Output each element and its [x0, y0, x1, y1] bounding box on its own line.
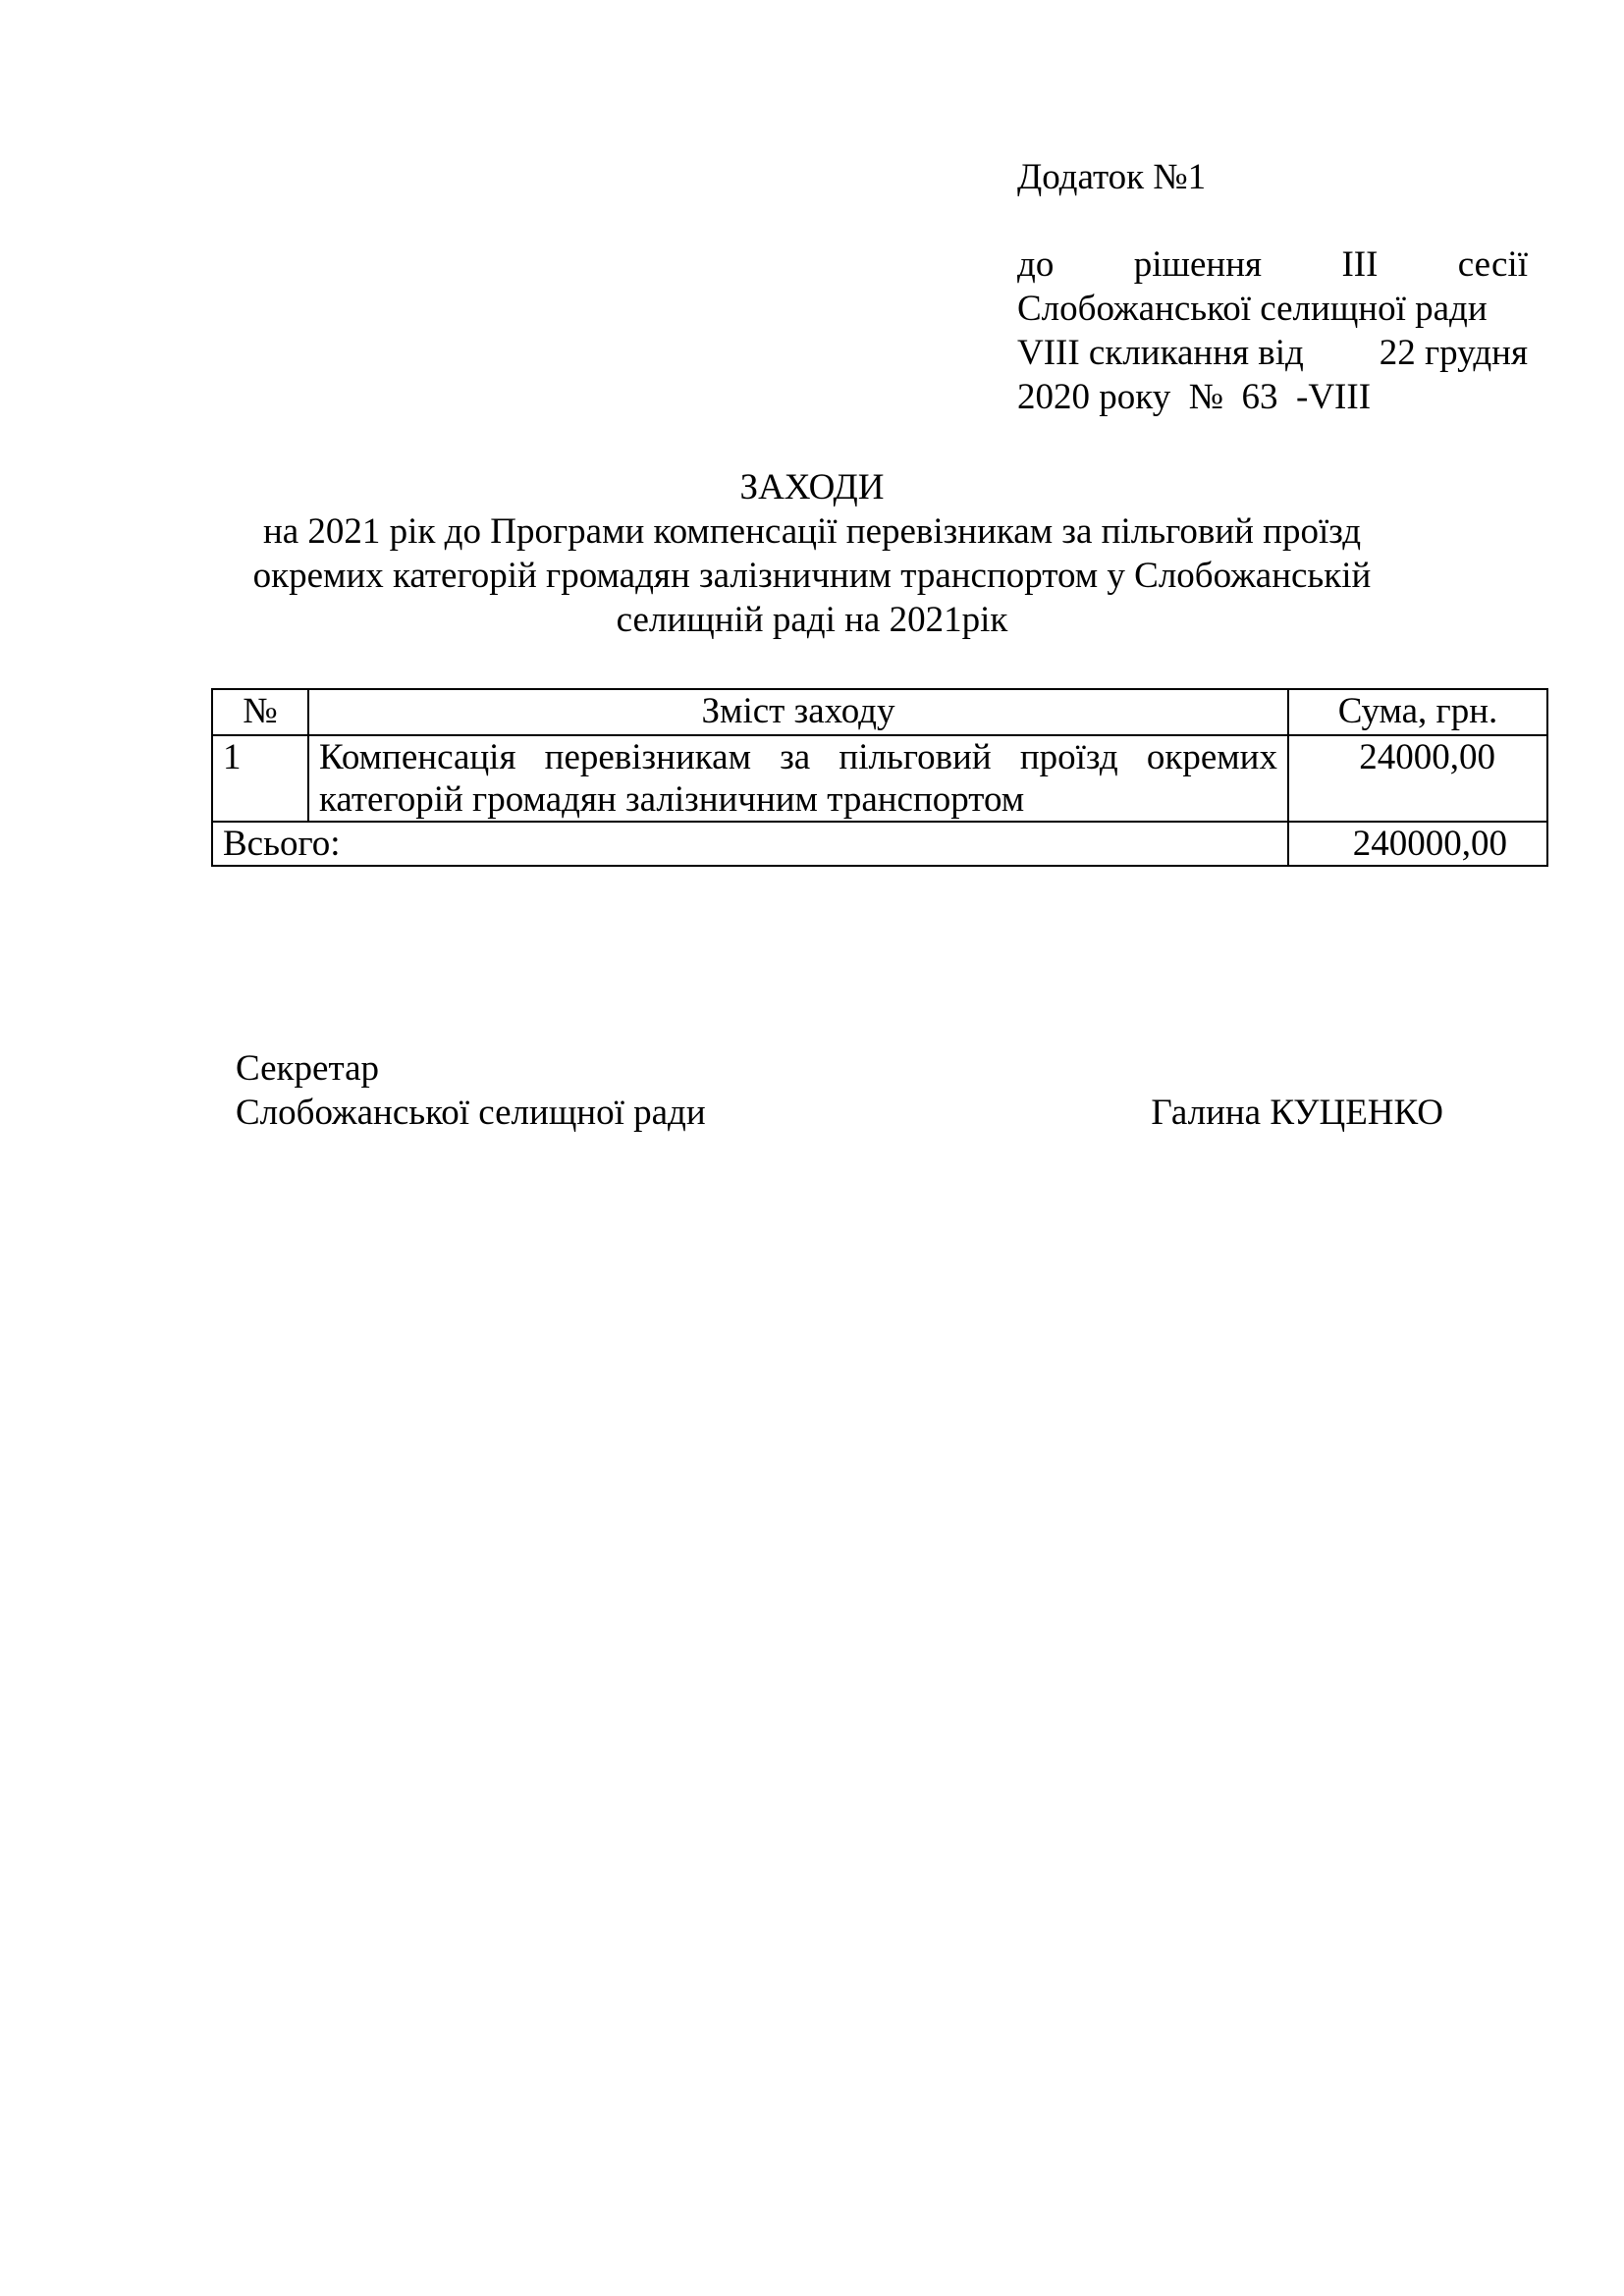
- appendix-word: до: [1017, 244, 1055, 285]
- appendix-reference: [1017, 242, 1528, 419]
- heading-subtitle-line: окремих категорій громадян залізничним транспортом у Слобожанській: [252, 556, 1372, 596]
- signatory-name: Галина КУЦЕНКО: [1151, 1093, 1443, 1133]
- measures-table: [211, 688, 1548, 867]
- total-sum: 240000,00: [1288, 822, 1547, 866]
- appendix-word: сесії: [1457, 244, 1528, 285]
- appendix-line-1: [1017, 242, 1528, 287]
- appendix-line-2: Слобожанської селищної ради: [1017, 289, 1488, 329]
- signatory-position: Секретар: [236, 1048, 379, 1089]
- appendix-line-3-left: VIII скликання від: [1017, 333, 1304, 373]
- document-heading: [0, 465, 1624, 642]
- appendix-line-3: [1017, 331, 1528, 375]
- table-header-row: [212, 689, 1547, 735]
- header-number: №: [212, 689, 308, 735]
- heading-title: ЗАХОДИ: [739, 467, 885, 507]
- header-content: Зміст заходу: [308, 689, 1288, 735]
- signatory-organization: Слобожанської селищної ради: [236, 1093, 706, 1133]
- row-sum: 24000,00: [1288, 735, 1547, 822]
- signature-block: [236, 1046, 1453, 1135]
- row-content: Компенсація перевізникам за пільговий проїзд окремих категорій громадян залізничним транспортом: [308, 735, 1288, 822]
- total-label: Всього:: [212, 822, 1288, 866]
- table-row: [212, 735, 1547, 822]
- header-sum: Сума, грн.: [1288, 689, 1547, 735]
- appendix-word: III: [1341, 244, 1379, 285]
- signature-row: [236, 1091, 1453, 1135]
- appendix-line-4: 2020 року № 63 -VIII: [1017, 377, 1372, 417]
- heading-subtitle-line: на 2021 рік до Програми компенсації перевізникам за пільговий проїзд: [262, 511, 1362, 552]
- appendix-title: Додаток №1: [1017, 157, 1207, 197]
- appendix-line-3-right: 22 грудня: [1379, 333, 1528, 373]
- heading-subtitle-line: селищній раді на 2021рік: [616, 600, 1008, 640]
- row-number: 1: [212, 735, 308, 822]
- table-total-row: [212, 822, 1547, 866]
- appendix-word: рішення: [1133, 244, 1263, 285]
